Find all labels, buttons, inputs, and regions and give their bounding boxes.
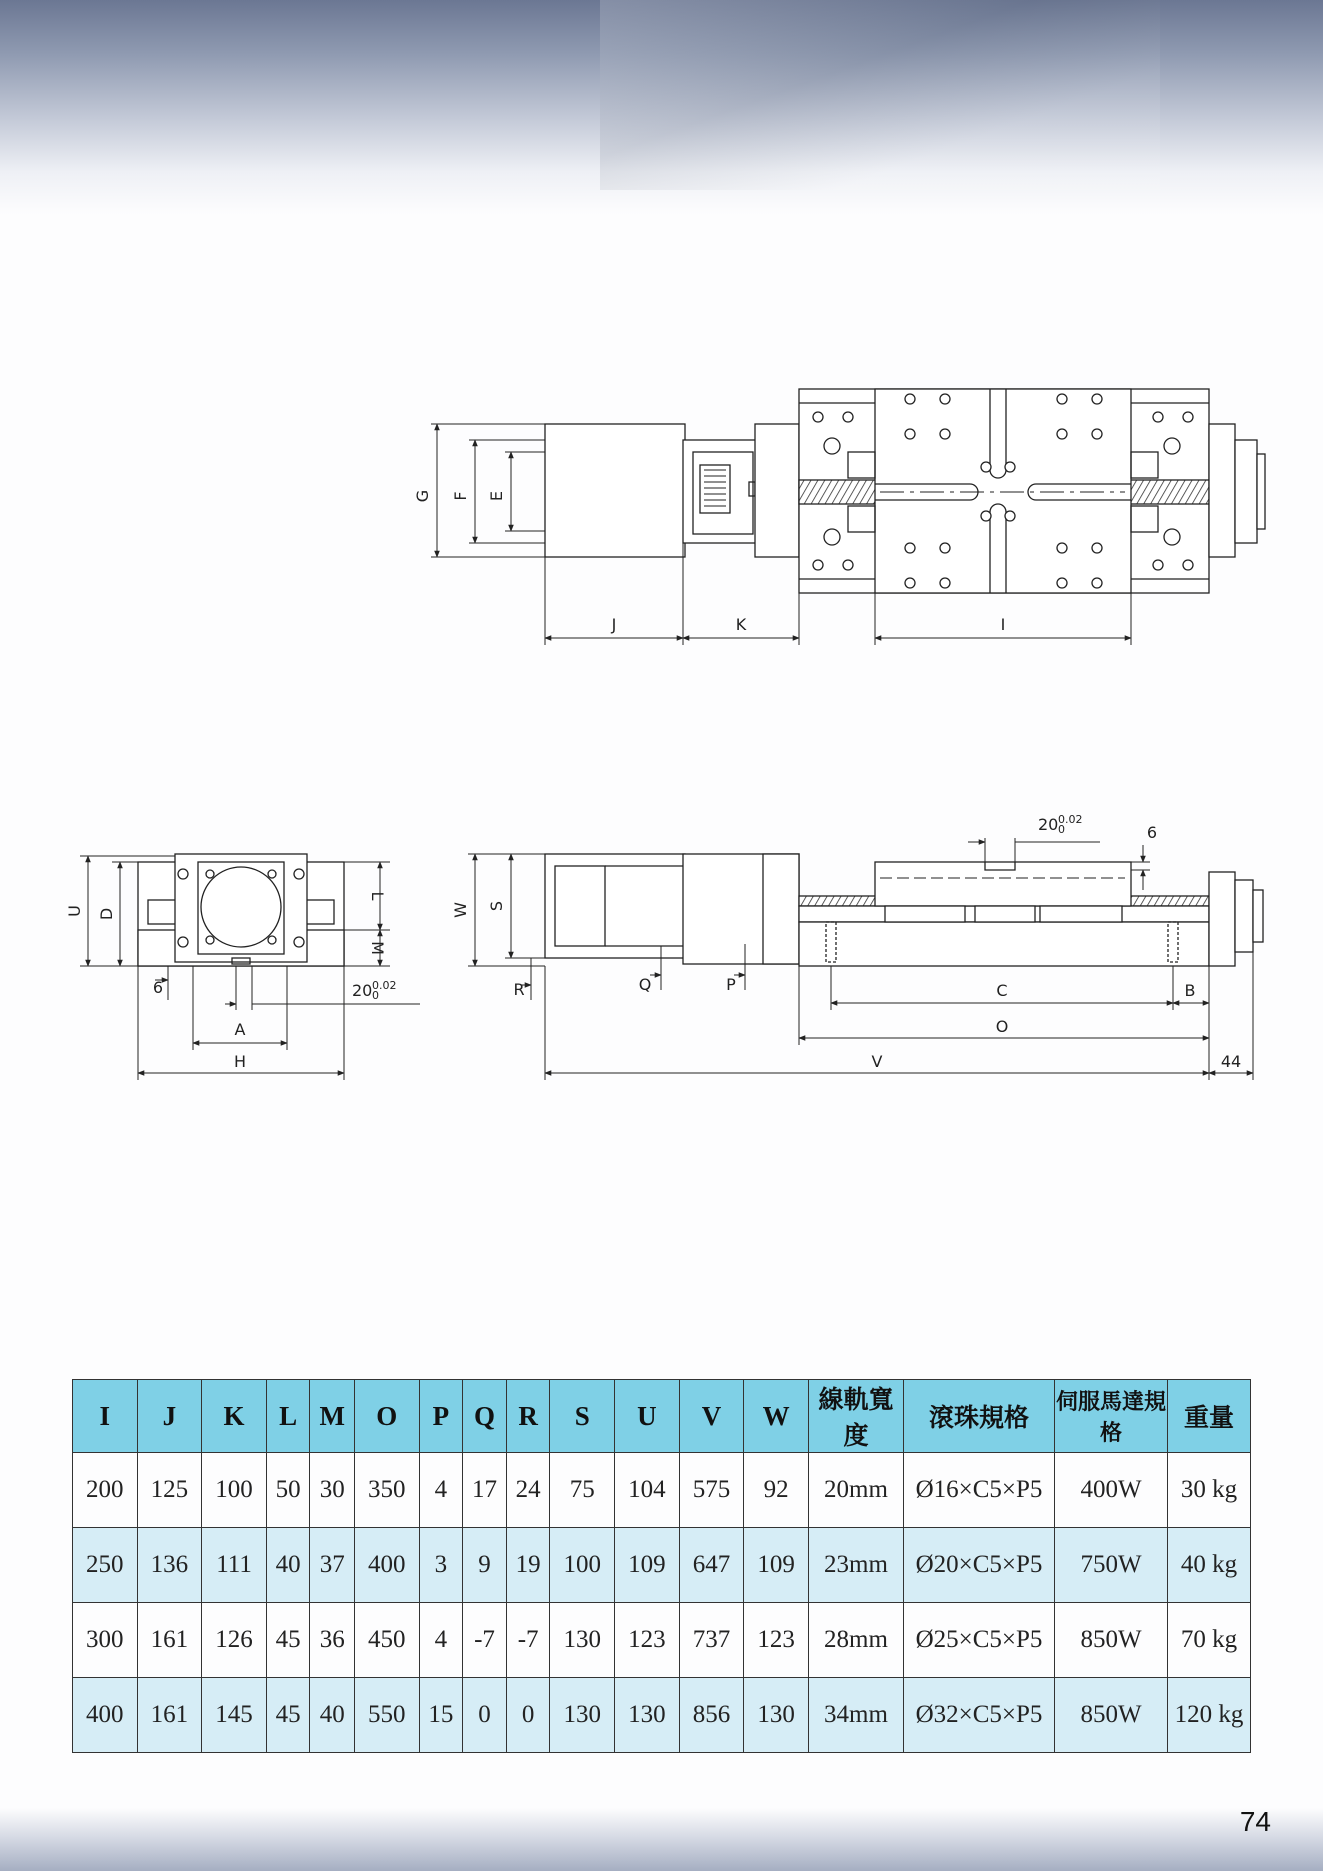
table-header-cell: R [506,1380,550,1453]
table-header-cell: U [615,1380,680,1453]
dim-label-v: V [871,1052,883,1071]
table-cell: 856 [679,1678,744,1753]
table-header-cell: K [202,1380,267,1453]
tolerance-lower: 0 [372,989,379,1002]
table-cell: 350 [354,1453,419,1528]
dim-label-d: D [97,907,116,921]
table-cell: 250 [73,1528,138,1603]
table-cell: 400 [73,1678,138,1753]
table-header-cell: O [354,1380,419,1453]
table-cell: 30 kg [1168,1453,1251,1528]
table-header-ballscrew-spec: 滾珠規格 [904,1380,1055,1453]
table-cell: 123 [744,1603,809,1678]
dim-label-o: O [995,1017,1009,1036]
dim-label-p: P [726,975,736,994]
table-cell: 850W [1055,1678,1168,1753]
table-cell: 100 [202,1453,267,1528]
table-cell: 45 [266,1603,310,1678]
table-cell: Ø25×C5×P5 [904,1603,1055,1678]
table-cell: 750W [1055,1528,1168,1603]
table-cell: 450 [354,1603,419,1678]
table-cell: 15 [419,1678,463,1753]
table-cell: 130 [550,1603,615,1678]
dim-label-j: J [611,615,617,634]
dim-label-q: Q [638,975,652,994]
table-cell: -7 [463,1603,507,1678]
table-cell: 4 [419,1603,463,1678]
table-cell: 200 [73,1453,138,1528]
table-cell: 75 [550,1453,615,1528]
table-cell: 550 [354,1678,419,1753]
table-cell: 36 [310,1603,354,1678]
table-cell: 45 [266,1678,310,1753]
page-number: 74 [1239,1806,1271,1837]
table-cell: 3 [419,1528,463,1603]
footer-band [0,1808,1323,1871]
table-header-cell: S [550,1380,615,1453]
table-cell: 125 [137,1453,202,1528]
table-cell: 126 [202,1603,267,1678]
table-cell: 850W [1055,1603,1168,1678]
dim-label-i: I [1000,615,1006,634]
table-row [73,1453,1251,1528]
table-header-cell: Q [463,1380,507,1453]
dim-label-a: A [234,1020,246,1039]
table-cell: 647 [679,1528,744,1603]
table-cell: Ø20×C5×P5 [904,1528,1055,1603]
table-header-cell: I [73,1380,138,1453]
table-row [73,1678,1251,1753]
table-cell: 70 kg [1168,1603,1251,1678]
table-header-cell: P [419,1380,463,1453]
table-cell: 23mm [809,1528,904,1603]
dim-label-w: W [451,902,470,918]
tolerance-nominal: 20 [352,981,373,1000]
side-tolerance-lower: 0 [1058,823,1065,836]
table-cell: 9 [463,1528,507,1603]
dim-label-b: B [1184,981,1196,1000]
table-header-rail-width: 線軌寬度 [809,1380,904,1453]
table-cell: 104 [615,1453,680,1528]
table-cell: 130 [744,1678,809,1753]
table-cell: 40 kg [1168,1528,1251,1603]
table-cell: 100 [550,1528,615,1603]
dim-label-k: K [735,615,747,634]
dim-label-u: U [65,905,84,917]
table-header-weight: 重量 [1168,1380,1251,1453]
table-header-row [73,1380,1251,1453]
table-cell: 0 [463,1678,507,1753]
table-row [73,1528,1251,1603]
dim-label-l: L [368,891,387,901]
table-cell: Ø16×C5×P5 [904,1453,1055,1528]
dim-label-h: H [233,1052,247,1071]
side-view-drawing [451,813,1263,1080]
table-row [73,1603,1251,1678]
table-cell: 20mm [809,1453,904,1528]
dim-label-44: 44 [1220,1052,1242,1071]
dim-label-f: F [451,491,470,501]
dim-label-r: R [513,980,525,999]
side-tolerance-nominal: 20 [1038,815,1059,834]
table-cell: 737 [679,1603,744,1678]
table-cell: 50 [266,1453,310,1528]
end-view-drawing [65,854,420,1080]
table-cell: 30 [310,1453,354,1528]
table-cell: 19 [506,1528,550,1603]
table-cell: 575 [679,1453,744,1528]
table-cell: 400W [1055,1453,1168,1528]
table-cell: 37 [310,1528,354,1603]
dim-label-6: 6 [152,978,164,997]
table-cell: 34mm [809,1678,904,1753]
table-header-servo-spec: 伺服馬達規格 [1055,1380,1168,1453]
table-cell: 92 [744,1453,809,1528]
table-cell: 17 [463,1453,507,1528]
table-cell: -7 [506,1603,550,1678]
tolerance-upper: 0.02 [372,979,397,992]
table-cell: 120 kg [1168,1678,1251,1753]
dim-label-g: G [413,489,432,503]
table-header-cell: J [137,1380,202,1453]
table-cell: 130 [550,1678,615,1753]
table-cell: 0 [506,1678,550,1753]
table-cell: 161 [137,1603,202,1678]
dim-label-6-side: 6 [1146,823,1158,842]
side-tolerance-upper: 0.02 [1058,813,1083,826]
table-cell: 136 [137,1528,202,1603]
table-cell: 40 [310,1678,354,1753]
top-view-drawing [413,389,1265,645]
table-cell: 24 [506,1453,550,1528]
table-header-cell: W [744,1380,809,1453]
dim-label-c: C [996,981,1008,1000]
table-cell: 4 [419,1453,463,1528]
table-cell: 123 [615,1603,680,1678]
spec-table [72,1379,1251,1753]
dim-label-m: M [368,941,387,955]
table-cell: 28mm [809,1603,904,1678]
table-cell: 145 [202,1678,267,1753]
table-cell: Ø32×C5×P5 [904,1678,1055,1753]
dim-label-s: S [487,900,506,912]
dim-label-e: E [487,490,506,502]
table-header-cell: L [266,1380,310,1453]
table-cell: 130 [615,1678,680,1753]
table-cell: 109 [744,1528,809,1603]
table-cell: 300 [73,1603,138,1678]
table-cell: 400 [354,1528,419,1603]
table-cell: 161 [137,1678,202,1753]
table-cell: 40 [266,1528,310,1603]
table-header-cell: M [310,1380,354,1453]
table-cell: 111 [202,1528,267,1603]
table-cell: 109 [615,1528,680,1603]
table-header-cell: V [679,1380,744,1453]
